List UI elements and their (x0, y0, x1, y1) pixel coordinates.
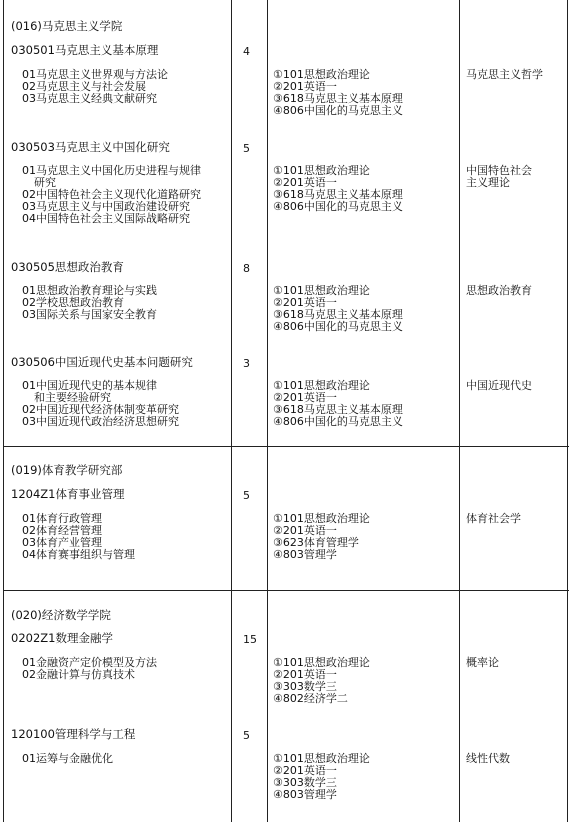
research-direction: 和主要经验研究 (34, 391, 111, 404)
exam-subject: ②201英语一 (273, 391, 337, 404)
enrollment-quota: 15 (243, 633, 257, 646)
major-title: 030506中国近现代史基本问题研究 (11, 355, 193, 369)
exam-subject: ①101思想政治理论 (273, 164, 370, 177)
retest-subject: 概率论 (466, 656, 499, 669)
retest-subject: 主义理论 (466, 176, 510, 189)
exam-subject: ②201英语一 (273, 668, 337, 681)
research-direction: 02中国特色社会主义现代化道路研究 (22, 188, 201, 201)
exam-subject: ③618马克思主义基本原理 (273, 308, 403, 321)
research-direction: 01中国近现代史的基本规律 (22, 379, 157, 392)
exam-subject: ①101思想政治理论 (273, 656, 370, 669)
retest-subject: 中国近现代史 (466, 379, 532, 392)
section-divider-1 (3, 446, 569, 447)
major-title: 030503马克思主义中国化研究 (11, 140, 170, 154)
exam-subject: ①101思想政治理论 (273, 379, 370, 392)
research-direction: 01马克思主义中国化历史进程与规律 (22, 164, 201, 177)
exam-subject: ①101思想政治理论 (273, 752, 370, 765)
exam-subject: ③303数学三 (273, 776, 337, 789)
exam-subject: ③623体育管理学 (273, 536, 359, 549)
research-direction: 01体育行政管理 (22, 512, 102, 525)
exam-subject: ④803管理学 (273, 788, 337, 801)
research-direction: 02学校思想政治教育 (22, 296, 124, 309)
major-title: 030505思想政治教育 (11, 260, 124, 274)
exam-subject: ②201英语一 (273, 80, 337, 93)
exam-subject: ③618马克思主义基本原理 (273, 92, 403, 105)
exam-subject: ④806中国化的马克思主义 (273, 104, 403, 117)
research-direction: 03马克思主义经典文献研究 (22, 92, 157, 105)
research-direction: 01运筹与金融优化 (22, 752, 113, 765)
exam-subject: ③303数学三 (273, 680, 337, 693)
exam-subject: ④803管理学 (273, 548, 337, 561)
department-title: (016)马克思主义学院 (11, 19, 123, 33)
exam-subject: ③618马克思主义基本原理 (273, 188, 403, 201)
research-direction: 02体育经营管理 (22, 524, 102, 537)
major-title: 030501马克思主义基本原理 (11, 43, 159, 57)
exam-subject: ①101思想政治理论 (273, 512, 370, 525)
research-direction: 01金融资产定价模型及方法 (22, 656, 157, 669)
column-divider-3 (459, 0, 460, 822)
enrollment-quota: 4 (243, 45, 250, 58)
exam-subject: ④806中国化的马克思主义 (273, 320, 403, 333)
enrollment-quota: 5 (243, 489, 250, 502)
retest-subject: 马克思主义哲学 (466, 68, 543, 81)
research-direction: 04中国特色社会主义国际战略研究 (22, 212, 190, 225)
exam-subject: ④806中国化的马克思主义 (273, 200, 403, 213)
research-direction: 03马克思主义与中国政治建设研究 (22, 200, 190, 213)
research-direction: 01思想政治教育理论与实践 (22, 284, 157, 297)
column-divider-1 (231, 0, 232, 822)
major-title: 0202Z1数理金融学 (11, 631, 113, 645)
research-direction: 04体育赛事组织与管理 (22, 548, 135, 561)
exam-subject: ④802经济学二 (273, 692, 348, 705)
department-title: (019)体育教学研究部 (11, 463, 123, 477)
exam-subject: ①101思想政治理论 (273, 68, 370, 81)
research-direction: 02中国近现代经济体制变革研究 (22, 403, 179, 416)
major-title: 120100管理科学与工程 (11, 727, 136, 741)
column-divider-2 (267, 0, 268, 822)
enrollment-quota: 5 (243, 729, 250, 742)
enrollment-quota: 8 (243, 262, 250, 275)
exam-subject: ②201英语一 (273, 524, 337, 537)
research-direction: 03中国近现代政治经济思想研究 (22, 415, 179, 428)
exam-subject: ④806中国化的马克思主义 (273, 415, 403, 428)
retest-subject: 中国特色社会 (466, 164, 532, 177)
table-border-right (567, 0, 568, 822)
exam-subject: ③618马克思主义基本原理 (273, 403, 403, 416)
exam-subject: ②201英语一 (273, 764, 337, 777)
retest-subject: 体育社会学 (466, 512, 521, 525)
enrollment-quota: 3 (243, 357, 250, 370)
exam-subject: ①101思想政治理论 (273, 284, 370, 297)
retest-subject: 线性代数 (466, 752, 510, 765)
section-divider-2 (3, 590, 569, 591)
research-direction: 03体育产业管理 (22, 536, 102, 549)
research-direction: 01马克思主义世界观与方法论 (22, 68, 168, 81)
exam-subject: ②201英语一 (273, 296, 337, 309)
research-direction: 02马克思主义与社会发展 (22, 80, 146, 93)
research-direction: 研究 (34, 176, 56, 189)
research-direction: 02金融计算与仿真技术 (22, 668, 135, 681)
retest-subject: 思想政治教育 (466, 284, 532, 297)
exam-subject: ②201英语一 (273, 176, 337, 189)
research-direction: 03国际关系与国家安全教育 (22, 308, 157, 321)
department-title: (020)经济数学学院 (11, 608, 111, 622)
table-border-left (3, 0, 4, 822)
major-title: 1204Z1体育事业管理 (11, 487, 125, 501)
enrollment-quota: 5 (243, 142, 250, 155)
